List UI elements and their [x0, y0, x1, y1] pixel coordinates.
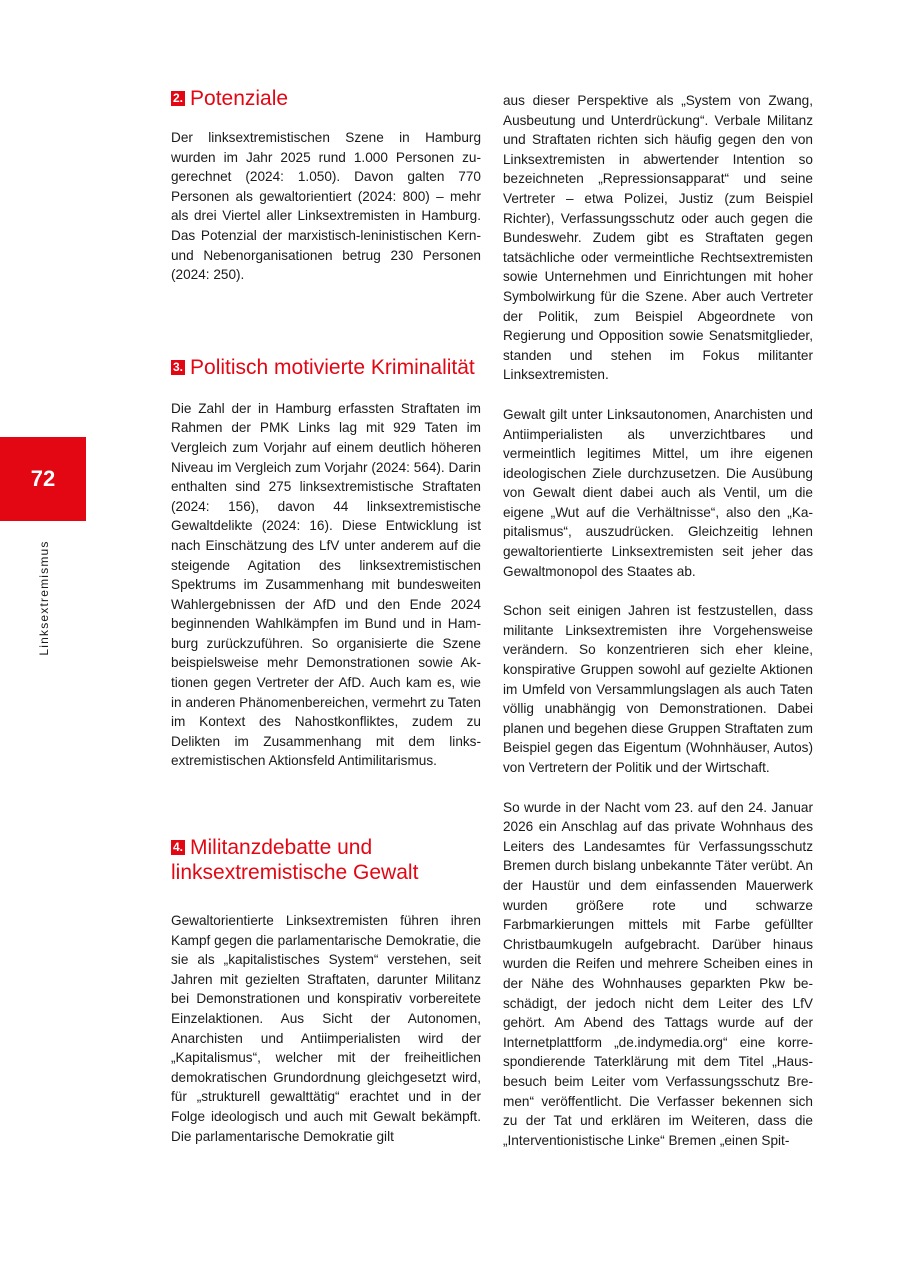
section-title: Militanzdebatte und linksextremistische Gewalt [171, 836, 419, 885]
section-potenziale [171, 86, 481, 285]
section-kriminalitaet [171, 355, 481, 771]
page-number-tab [0, 437, 86, 521]
section-militanzdebatte [171, 835, 481, 1146]
section-heading [171, 355, 481, 380]
section-paragraph: Die Zahl der in Hamburg erfassten Straftaten im Rahmen der PMK Links lag mit 929 Taten im Vergleich zum Vorjahr auf einem deutlich höheren Niveau im Vergleich zum Vorjahr (2024: 564). Darin enthalten sind 275 linksextremistische Straftaten (2024: 156), davon 44 linksextremistische Gewaltdelikte (2024: 16). Diese Entwicklung ist nach Einschätzung des LfV unter anderem auf die steigende Agitation des linksextremistischen Spektrums im Zusammenhang mit bundesweiten Wahlergebnissen der AfD und den Ende 2024 beginnenden Wahlkämpfen im Bund und in Hamburg zurückzuführen. So organisierte die Szene beispielsweise mehr Demonstrationen sowie Aktionen gegen Vertreter der AfD. Auch kam es, wie in anderen Phänomenbereichen, vermehrt zu Taten im Kontext des Nahostkonfliktes, zudem zu Delikten im Zusammenhang mit dem linksextremistischen Aktionsfeld Antimilitarismus. [171, 400, 481, 769]
section-title: Potenziale [190, 87, 289, 110]
left-column [171, 86, 481, 1146]
section-heading [171, 86, 481, 111]
right-column [503, 91, 813, 1170]
chapter-side-label: Linksextremismus [37, 540, 51, 656]
section-number-badge: 2. [173, 91, 184, 105]
section-title: Politisch motivierte Kriminalität [190, 355, 475, 379]
section-number-badge: 3. [173, 359, 184, 374]
section-paragraph: Gewaltorientierte Linksextremisten führen ihren Kampf gegen die parlamentarische Demokratie, die sie als „kapitalistisches System“ verstehen, seit Jahren mit gezielten Straftaten, darunter Militanz bei Demonstrationen und konspirativ vorbereitete Einzelaktionen. Aus Sicht der Autonomen, Anarchisten und Antiimperialisten wird der „Kapitalismus“, welcher mit der freiheitlichen demokratischen Grundordnung gleichgesetzt wird, für „strukturell gewalttätig“ erachtet und in der Folge ideologisch und auch mit Gewalt bekämpft. Die parlamentarische Demokratie gilt [171, 913, 481, 1144]
body-paragraph: aus dieser Perspektive als „System von Zwang, Ausbeutung und Unterdrückung“. Verbale Militanz und Straftaten richten sich häufig gegen den von Linksextremisten in abwertender Intention so bezeichneten „Repressionsapparat“ und seine Vertreter – etwa Polizei, Justiz (zum Beispiel Richter), Verfassungsschutz oder auch gegen die Bundeswehr. Zudem gibt es Straftaten gegen tatsächliche oder vermeintliche Rechtsextremisten sowie Unternehmen und Einrichtungen mit hoher Symbolwirkung für die Szene. Aber auch Vertreter der Politik, zum Beispiel Abgeordnete von Regierung und Opposition sowie Senatsmitglieder, standen und stehen im Fokus militanter Linksextremisten. [503, 93, 813, 383]
page-number: 72 [30, 466, 56, 491]
section-number-badge: 4. [173, 840, 184, 855]
section-paragraph: Der linksextremistischen Szene in Hamburg wurden im Jahr 2025 rund 1.000 Personen zugerechnet (2024: 1.050). Davon galten 770 Personen als gewaltorientiert (2024: 800) – mehr als drei Viertel aller Linksextremisten in Hamburg. Das Potenzial der marxistisch-leninistischen Kern- und Nebenorganisationen betrug 230 Personen (2024: 250). [171, 130, 481, 283]
body-paragraph: Gewalt gilt unter Linksautonomen, Anarchisten und Antiimperialisten als unverzichtbares und vermeintlich legitimes Mittel, um ihre eigenen ideologischen Ziele durchzusetzen. Die Ausübung von Gewalt dient dabei auch als Ventil, um die eigene „Wut auf die Verhältnisse“, also den „Kapitalismus“, auszudrücken. Gleichzeitig lehnen gewaltorientierte Linksextremisten seit jeher das Gewaltmonopol des Staates ab. [503, 406, 813, 579]
section-heading [171, 835, 481, 885]
body-paragraph: So wurde in der Nacht vom 23. auf den 24. Januar 2026 ein Anschlag auf das private Wohnhaus des Leiters des Landesamtes für Verfassungsschutz Bremen durch bislang unbekannte Täter verübt. An der Haustür und dem einfassenden Mauerwerk wurden größere rote und schwarze Farbmarkierungen mittels mit Farbe gefüllter Christbaumkugeln aufgebracht. Darüber hinaus wurden die Reifen und mehrere Scheiben eines in der Nähe des Wohnhauses geparkten Pkw beschädigt, der jedoch nicht dem Leiter des LfV gehört. Am Abend des Tattags wurde auf der Internetplattform „de.indymedia.org“ eine korrespondierende Taterklärung mit dem Titel „Hausbesuch beim Leiter vom Verfassungsschutz Bremen“ veröffentlicht. Die Verfasser bekennen sich zu der Tat und erklären im Weiteren, dass die „Interventionistische Linke“ Bremen „einen Spit- [503, 799, 813, 1148]
body-paragraph: Schon seit einigen Jahren ist festzustellen, dass militante Linksextremisten ihre Vorgehensweise verändern. So konzentrieren sich eher kleine, konspirative Gruppen sowohl auf gezielte Aktionen im Umfeld von Versammlungslagen als auch Taten völlig unabhängig von Demonstrationen. Dabei planen und begehen diese Gruppen Straftaten zum Beispiel gegen das Eigentum (Wohnhäuser, Autos) von Vertretern der Politik und der Wirtschaft. [503, 603, 813, 775]
